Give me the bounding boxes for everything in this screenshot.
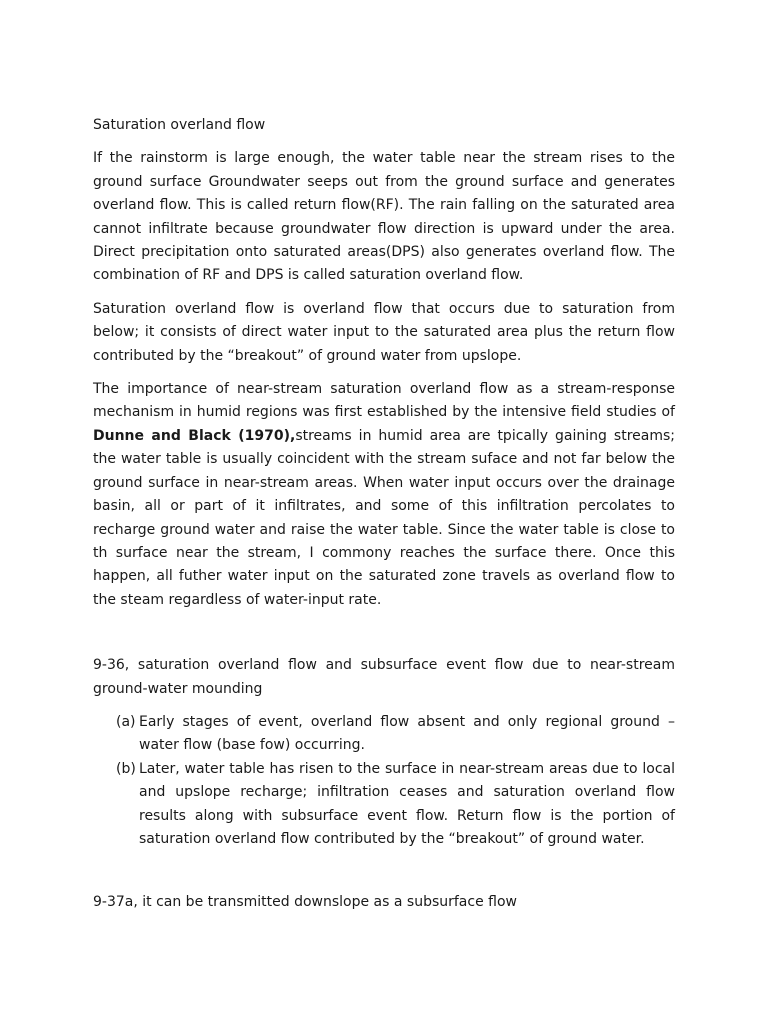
paragraph-importance (93, 378, 675, 612)
spacer (93, 851, 675, 891)
list-marker: (b) (116, 760, 136, 777)
list-marker: (a) (116, 713, 136, 730)
citation-dunne-black: Dunne and Black (1970), (93, 427, 296, 444)
list-item-text: Later, water table has risen to the surface in near-stream areas due to local and upslope recharge; infiltration ceases and saturation overland flow results along with subsurface event flow. Return flow is the portion of saturation overland flow contributed by the “breakout” of ground water. (139, 760, 675, 847)
list-item (93, 758, 675, 852)
list-item (93, 711, 675, 758)
figure-caption: 9-36, saturation overland flow and subsurface event flow due to near-stream ground-water mounding (93, 657, 675, 697)
spacer (93, 622, 675, 654)
list-item-text: Early stages of event, overland flow absent and only regional ground – water flow (base fow) occurring. (139, 713, 675, 754)
final-line: 9-37a, it can be transmitted downslope as a subsurface flow (93, 894, 517, 911)
paragraph-return-flow: If the rainstorm is large enough, the water table near the stream rises to the ground surface Groundwater seeps out from the ground surface and generates overland flow. This is called return flow(RF). The rain falling on the saturated area cannot infiltrate because groundwater flow direction is upward under the area. Direct precipitation onto saturated areas(DPS) also generates overland flow. The combination of RF and DPS is called saturation overland flow. (93, 150, 675, 284)
paragraph-definition: Saturation overland flow is overland flow that occurs due to saturation from below; it consists of direct water input to the saturated area plus the return flow contributed by the “breakout” of ground water from upslope. (93, 300, 675, 364)
document-body (93, 114, 675, 915)
section-heading: Saturation overland flow (93, 117, 266, 133)
paragraph-importance-part1: The importance of near-stream saturation overland flow as a stream-response mechanism in humid regions was first established by the intensive field studies of (93, 381, 675, 421)
figure-list (93, 711, 675, 851)
paragraph-importance-part2: streams in humid area are tpically gaining streams; the water table is usually coincident with the stream suface and not far below the ground surface in near-stream areas. When water input occurs over the drainage basin, all or part of it infiltrates, and some of this infiltration percolates to recharge ground water and raise the water table. Since the water table is close to th surface near the stream, I commony reaches the surface there. Once this happen, all futher water input on the saturated zone travels as overland flow to the steam regardless of water-input rate. (93, 427, 675, 608)
